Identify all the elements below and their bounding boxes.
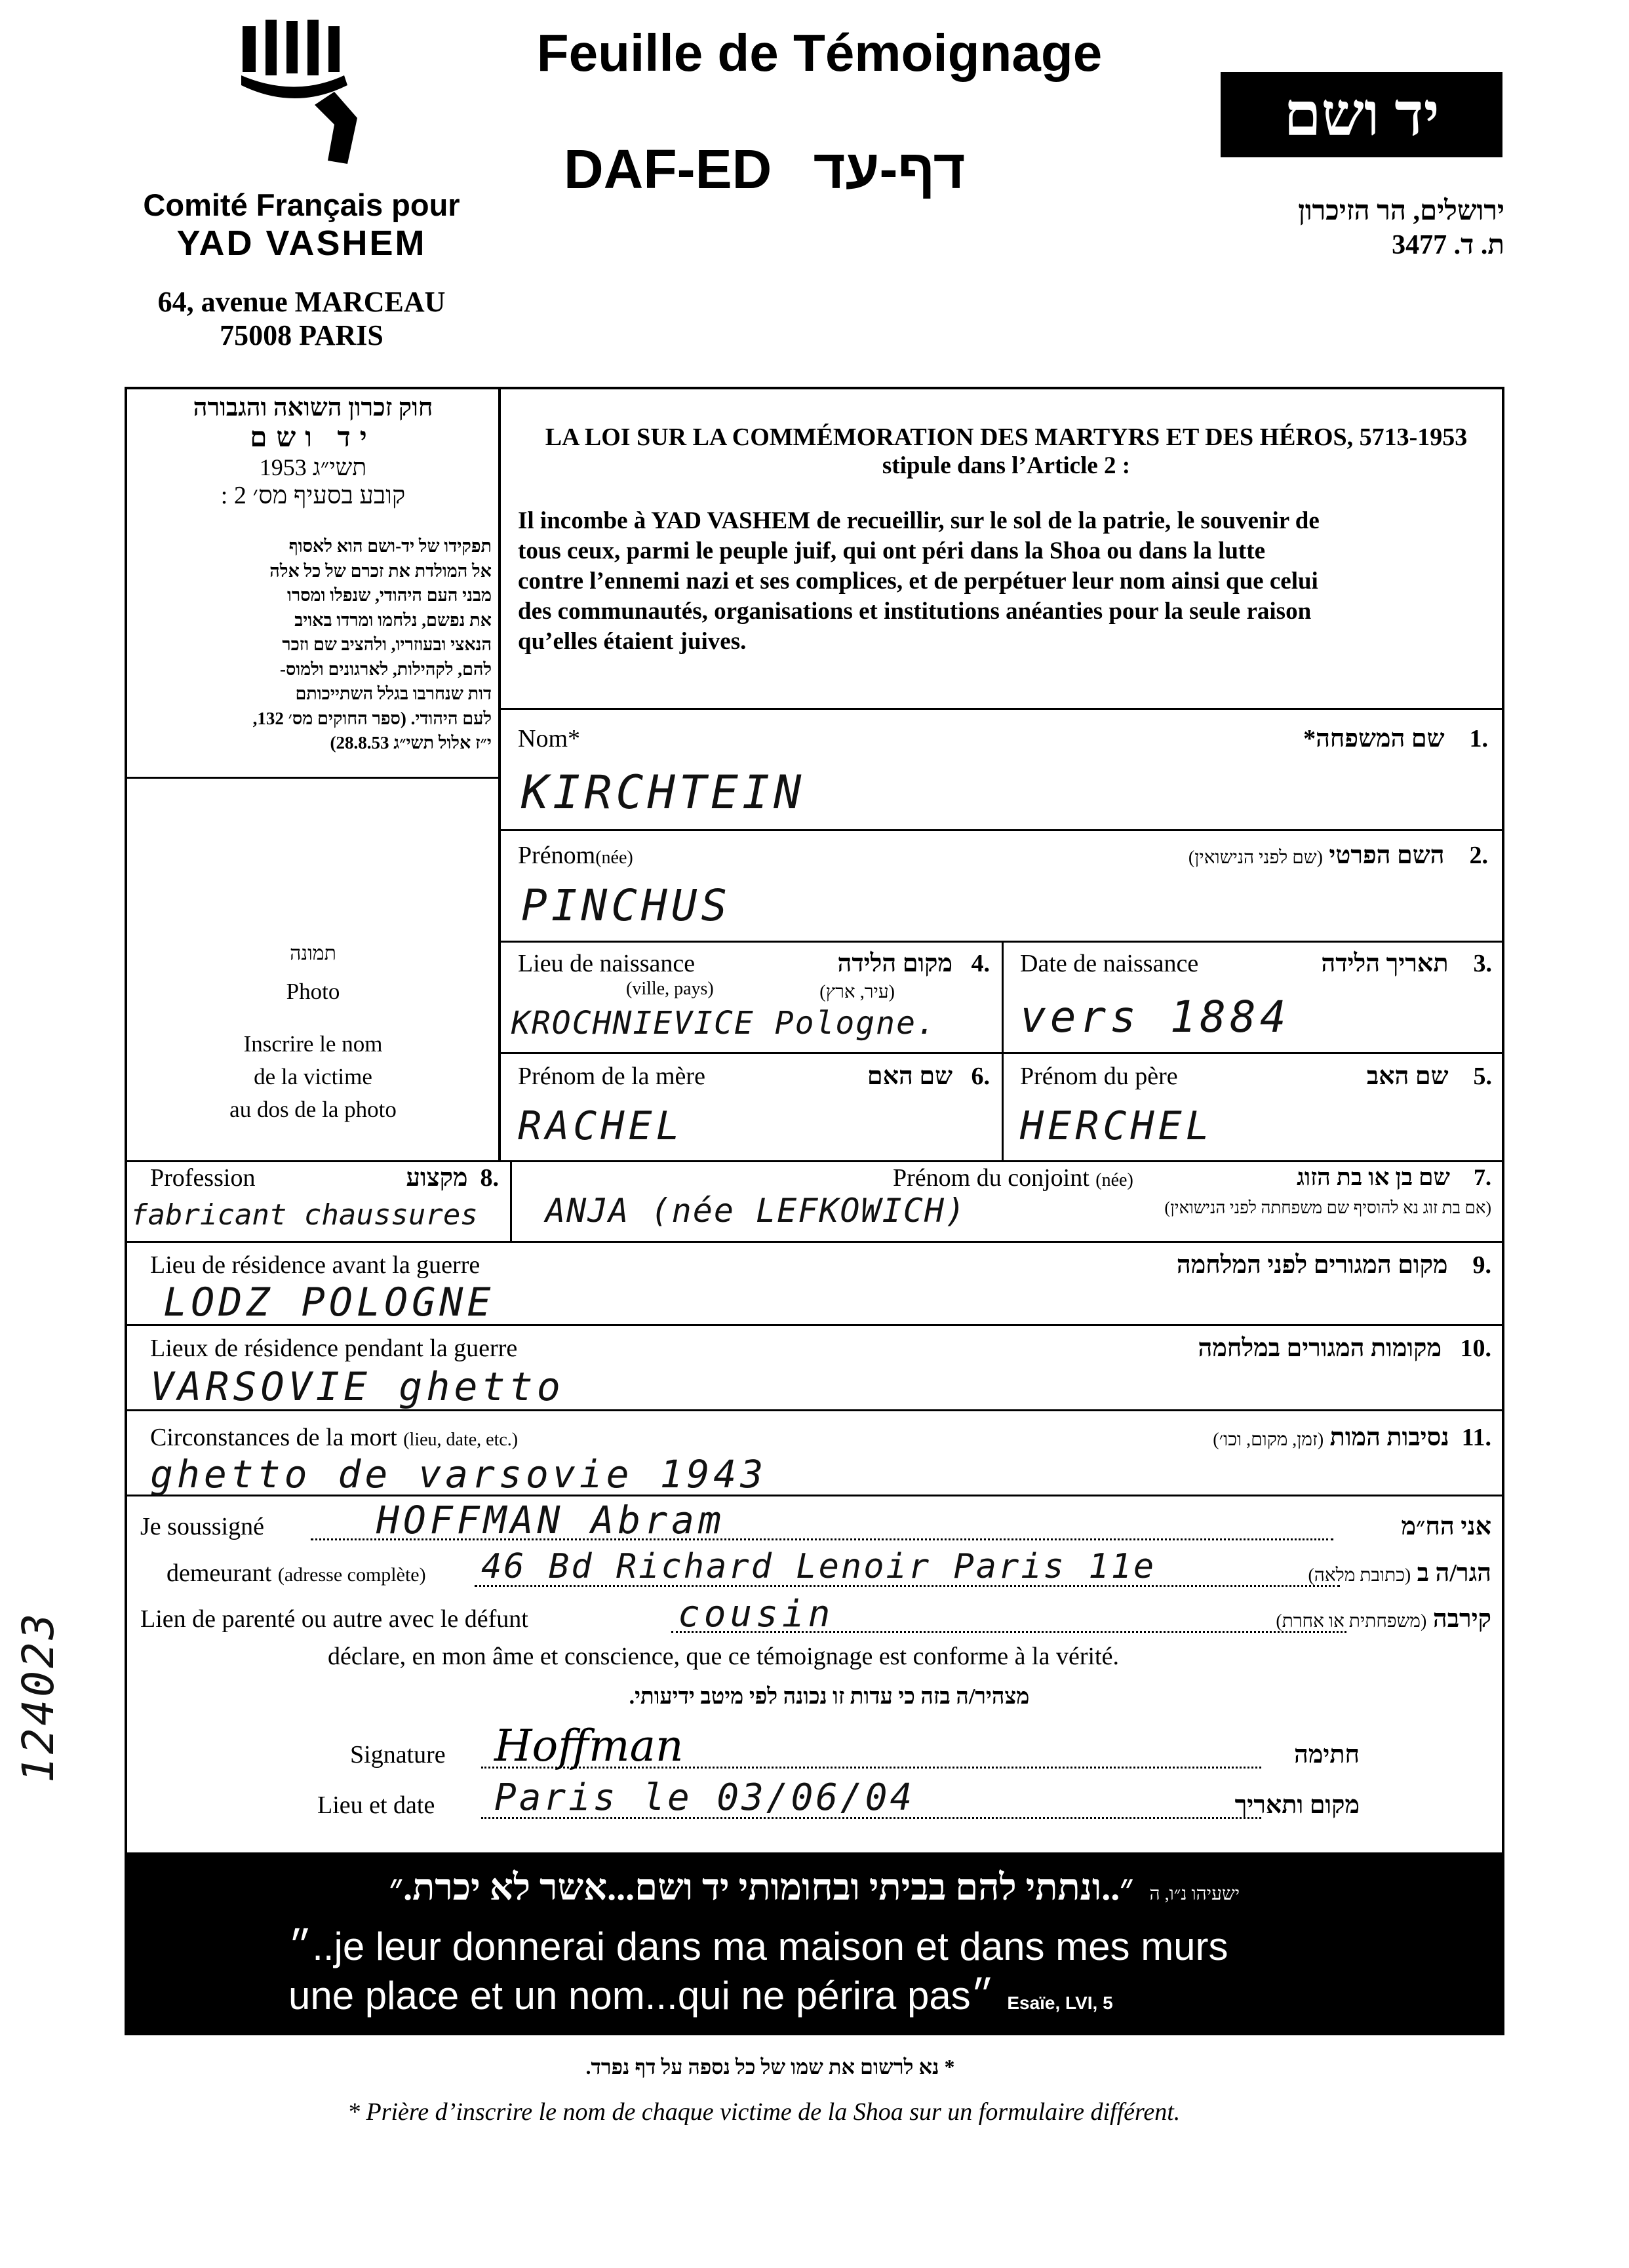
lieu-naissance-value[interactable]: KROCHNIEVICE Pologne. xyxy=(511,1005,937,1042)
label-he-small: (עיר, ארץ) xyxy=(819,982,895,1002)
photo-area xyxy=(131,937,495,1126)
org-line-1: Comité Français pour xyxy=(143,187,460,222)
law-fr-body-line: qu’elles étaient juives. xyxy=(518,628,747,655)
label-he-text: השם הפרטי xyxy=(1329,842,1445,869)
label-he xyxy=(1198,1334,1491,1363)
soussigne-value[interactable]: HOFFMAN Abram xyxy=(376,1498,725,1542)
banner-hebrew-row xyxy=(125,1867,1504,1909)
law-fr-title: LA LOI SUR LA COMMÉMORATION DES MARTYRS ET DES HÉROS, 5713-1953 xyxy=(545,423,1468,451)
prenom-mere-value[interactable]: RACHEL xyxy=(518,1103,684,1149)
lien-he-text: קירבה xyxy=(1432,1605,1491,1633)
label-he xyxy=(867,1062,990,1091)
law-he-line-3: תשי״ג 1953 xyxy=(259,454,367,480)
label-fr-text: Prénom du conjoint xyxy=(893,1164,1089,1192)
photo-hebrew: תמונה xyxy=(290,943,336,964)
lieu-date-label: Lieu et date xyxy=(317,1791,435,1819)
prenom-value[interactable]: PINCHUS xyxy=(521,880,732,931)
field-circonstances xyxy=(127,1411,1501,1496)
law-he-body-line: י״ז אלול תשי״ג 28.8.53) xyxy=(330,733,492,753)
label-fr: Lieux de résidence pendant la guerre xyxy=(150,1335,518,1362)
field-prenom xyxy=(501,831,1501,939)
lien-value[interactable]: cousin xyxy=(678,1593,834,1635)
label-he-text: שם האם xyxy=(867,1063,952,1090)
declarant-lien-row xyxy=(127,1593,1501,1639)
law-he-body-line: להם, לקהילות, לארגונים ולמוס- xyxy=(279,659,492,679)
photo-instruction-1: Inscrire le nom xyxy=(243,1031,383,1057)
label-he xyxy=(837,949,990,978)
law-he-body-line: לעם היהודי. (ספר החוקים מס׳ 132, xyxy=(252,708,492,728)
lieu-date-he: מקום ותאריך xyxy=(1234,1791,1360,1819)
law-fr-body-line: tous ceux, parmi le peuple juif, qui ont péri dans la Shoa ou dans la lutte xyxy=(518,538,1265,564)
prenom-pere-value[interactable]: HERCHEL xyxy=(1020,1103,1213,1149)
label-he xyxy=(1321,949,1492,978)
law-he-body-line: מבני העם היהודי, שנפלו ומסרו xyxy=(287,585,492,605)
photo-label: Photo xyxy=(286,979,340,1004)
field-number: .9 xyxy=(1472,1251,1491,1279)
law-he-body-line: דות שנחרבו בגלל השתייכותם xyxy=(295,684,492,703)
label-fr: Nom* xyxy=(518,725,580,753)
demeurant-he-text: הגר/ה ב xyxy=(1417,1559,1491,1587)
field-prenom-mere xyxy=(501,1054,1000,1159)
field-residence-pendant xyxy=(127,1326,1501,1408)
law-hebrew xyxy=(134,393,492,510)
banner-hebrew-quote: ״..ונתתי להם בביתי ובחומותי יד ושם...אשר לא יכרת.״ xyxy=(389,1867,1134,1908)
label-he-text: שם האב xyxy=(1366,1063,1449,1090)
banner-fr-line-1: ״..je leur donnerai dans ma maison et dans mes murs xyxy=(288,1925,1228,1968)
field-number: .10 xyxy=(1460,1335,1491,1362)
lien-he-small: (משפחתית או אחרת) xyxy=(1276,1611,1427,1632)
field-date-naissance xyxy=(1004,943,1502,1051)
label-he xyxy=(406,1163,500,1192)
label-fr-text: Circonstances de la mort xyxy=(150,1424,397,1451)
field-number: .8 xyxy=(480,1164,499,1192)
law-fr-body-line: contre l’ennemi nazi et ses complices, et de perpétuer leur nom ainsi que celui xyxy=(518,568,1318,595)
yad-vashem-logo xyxy=(236,13,367,170)
label-he-text: מקום הלידה xyxy=(837,950,952,977)
declaration-fr: déclare, en mon âme et conscience, que ce témoignage est conforme à la vérité. xyxy=(328,1643,1119,1670)
signature-label: Signature xyxy=(350,1741,446,1769)
soussigne-he: אני הח״מ xyxy=(1401,1513,1491,1540)
photo-instruction-3: au dos de la photo xyxy=(229,1097,397,1122)
residence-avant-value[interactable]: LODZ POLOGNE xyxy=(163,1280,495,1325)
demeurant-label-text: demeurant xyxy=(167,1559,272,1587)
law-photo-divider xyxy=(125,777,500,779)
label-he xyxy=(1303,724,1488,753)
law-fr-body-line: Il incombe à YAD VASHEM de recueillir, sur le sol de la patrie, le souvenir de xyxy=(518,507,1320,534)
signature-value[interactable]: Hoffman xyxy=(494,1721,684,1771)
org-line-2: YAD VASHEM xyxy=(176,224,427,263)
law-he-line-1: חוק זכרון השואה והגבורה xyxy=(193,394,433,421)
footer-french-note: * Prière d’inscrire le nom de chaque victime de la Shoa sur un formulaire différent. xyxy=(347,2098,1181,2126)
label-fr: Prénom de la mère xyxy=(518,1063,705,1090)
demeurant-value[interactable]: 46 Bd Richard Lenoir Paris 11e xyxy=(481,1547,1156,1586)
label-he-text: מקומות המגורים במלחמה xyxy=(1198,1335,1442,1362)
lieu-date-row xyxy=(127,1776,1501,1829)
jerusalem-line: ירושלים, הר הזיכרון xyxy=(1298,196,1504,226)
banner-fr-line-2: une place et un nom...qui ne périra pas״ xyxy=(288,1974,994,2018)
demeurant-he xyxy=(1308,1559,1491,1588)
logo-hebrew-text: יד ושם xyxy=(1284,81,1440,148)
demeurant-label xyxy=(167,1559,426,1588)
quote-banner xyxy=(125,1855,1504,2035)
declarant-demeurant-row xyxy=(127,1547,1501,1593)
field-prenom-pere xyxy=(1004,1054,1502,1159)
label-he-text: שם המשפחה* xyxy=(1303,725,1445,753)
label-fr-small: (née) xyxy=(595,848,633,868)
yad-vashem-hebrew-logo xyxy=(1221,72,1502,157)
lien-he xyxy=(1276,1605,1491,1633)
law-fr-body-line: des communautés, organisations et institutions anéanties pour la seule raison xyxy=(518,598,1312,625)
label-fr-small: (lieu, date, etc.) xyxy=(403,1430,519,1450)
col-line xyxy=(510,1160,512,1241)
profession-value[interactable]: fabricant chaussures xyxy=(130,1198,478,1232)
lien-label: Lien de parenté ou autre avec le défunt xyxy=(140,1605,528,1633)
label-he xyxy=(1297,1163,1491,1191)
law-he-body-line: תפקידו של יד-ושם הוא לאסוף xyxy=(288,536,492,556)
lieu-date-value[interactable]: Paris le 03/06/04 xyxy=(494,1776,915,1819)
demeurant-he-small: (כתובת מלאה) xyxy=(1308,1565,1411,1586)
field-residence-avant xyxy=(127,1243,1501,1323)
law-fr-subtitle: stipule dans l’Article 2 : xyxy=(882,452,1131,479)
residence-pendant-value[interactable]: VARSOVIE ghetto xyxy=(150,1364,564,1410)
law-he-line-2: יד ושם xyxy=(250,423,376,453)
org-name xyxy=(125,187,479,264)
field-number: .5 xyxy=(1473,1063,1492,1090)
field-number: .6 xyxy=(971,1063,990,1090)
label-he xyxy=(1177,1251,1491,1280)
field-profession xyxy=(127,1162,509,1240)
margin-number: 124023 xyxy=(13,1611,64,1783)
yad-vashem-logo-icon xyxy=(236,13,367,170)
law-he-body-line: הנאצי ובעוזריו, ולהציב שם וזכר xyxy=(282,635,492,654)
label-fr xyxy=(518,841,633,870)
circonstances-value[interactable]: ghetto de varsovie 1943 xyxy=(150,1452,768,1496)
label-he-text: מקצוע xyxy=(406,1164,468,1192)
subtitle xyxy=(564,138,1154,201)
field-number: .4 xyxy=(971,950,990,977)
po-box: ת. ד. 3477 xyxy=(1392,230,1504,260)
signature-row xyxy=(127,1721,1501,1773)
label-fr-small: (née) xyxy=(1095,1170,1133,1190)
field-number: .1 xyxy=(1469,725,1488,753)
soussigne-label: Je soussigné xyxy=(140,1513,264,1540)
address-line-2: 75008 PARIS xyxy=(220,319,383,351)
law-he-line-4: קובע בסעיף מס׳ 2 : xyxy=(220,482,406,509)
banner-hebrew-ref: ישעיהו נ״ו, ה xyxy=(1149,1884,1240,1904)
label-fr-small: (ville, pays) xyxy=(626,979,714,999)
declaration-he: מצהיר/ה בזה כי עדות זו נכונה לפי מיטב ידיעותי. xyxy=(629,1685,1030,1709)
label-fr: Date de naissance xyxy=(1020,950,1199,977)
footer-hebrew-note: * נא לרשום את שמו של כל נספה על דף נפרד. xyxy=(585,2055,955,2079)
field-conjoint xyxy=(513,1162,1501,1240)
banner-fr-line-2-row xyxy=(288,1973,1113,2018)
label-fr xyxy=(893,1163,1133,1192)
label-he xyxy=(1188,841,1488,870)
page-title: Feuille de Témoignage xyxy=(536,24,1103,82)
law-fr-body xyxy=(518,506,1495,657)
field-number: .11 xyxy=(1461,1424,1491,1451)
signature-he: חתימה xyxy=(1293,1741,1360,1769)
label-he-text: נסיבות המות xyxy=(1329,1424,1449,1451)
photo-instruction-2: de la victime xyxy=(254,1064,372,1089)
field-number: .3 xyxy=(1473,950,1492,977)
banner-fr-ref: Esaïe, LVI, 5 xyxy=(1007,1993,1113,2013)
conjoint-value[interactable]: ANJA (née LEFKOWICH) xyxy=(545,1192,967,1230)
date-naissance-value[interactable]: vers 1884 xyxy=(1020,992,1290,1042)
label-fr: Prénom du père xyxy=(1020,1063,1178,1090)
address-line-1: 64, avenue MARCEAU xyxy=(157,286,446,318)
field-number: .2 xyxy=(1469,842,1488,869)
label-fr: Lieu de résidence avant la guerre xyxy=(150,1251,481,1279)
label-he-small: (אם בת זוג נא להוסיף שם משפחתה לפני הנישואין) xyxy=(1164,1198,1491,1217)
law-he-body-line: אל המולדת את זכרם של כל אלה xyxy=(269,560,492,581)
label-fr xyxy=(150,1423,518,1452)
declarant-soussigne-row xyxy=(127,1498,1501,1547)
demeurant-small: (adresse complète) xyxy=(277,1564,426,1586)
label-fr: Lieu de naissance xyxy=(518,950,696,977)
label-he-text: מקום המגורים לפני המלחמה xyxy=(1176,1251,1448,1279)
subtitle-latin: DAF-ED xyxy=(564,138,772,200)
left-column-divider xyxy=(498,387,501,1160)
label-he xyxy=(1213,1423,1491,1452)
label-he-small: (זמן, מקום, וכו׳) xyxy=(1213,1430,1324,1450)
label-he xyxy=(1367,1062,1492,1091)
label-he-text: תאריך הלידה xyxy=(1321,950,1449,977)
law-hebrew-body xyxy=(134,534,492,756)
law-he-body-line: את נפשם, נלחמו ומרדו באויב xyxy=(294,610,492,630)
org-address xyxy=(125,285,479,352)
label-fr: Profession xyxy=(150,1164,256,1192)
label-he-small: (שם לפני הנישואין) xyxy=(1188,848,1323,868)
label-he-text: שם בן או בת הזוג xyxy=(1297,1164,1450,1190)
subtitle-hebrew: דף-עד xyxy=(813,138,966,200)
field-number: .7 xyxy=(1474,1164,1491,1190)
law-french xyxy=(518,423,1495,657)
label-fr-text: Prénom xyxy=(518,842,596,869)
nom-value[interactable]: KIRCHTEIN xyxy=(521,766,806,819)
field-nom xyxy=(501,710,1501,828)
field-lieu-naissance xyxy=(501,943,1000,1051)
